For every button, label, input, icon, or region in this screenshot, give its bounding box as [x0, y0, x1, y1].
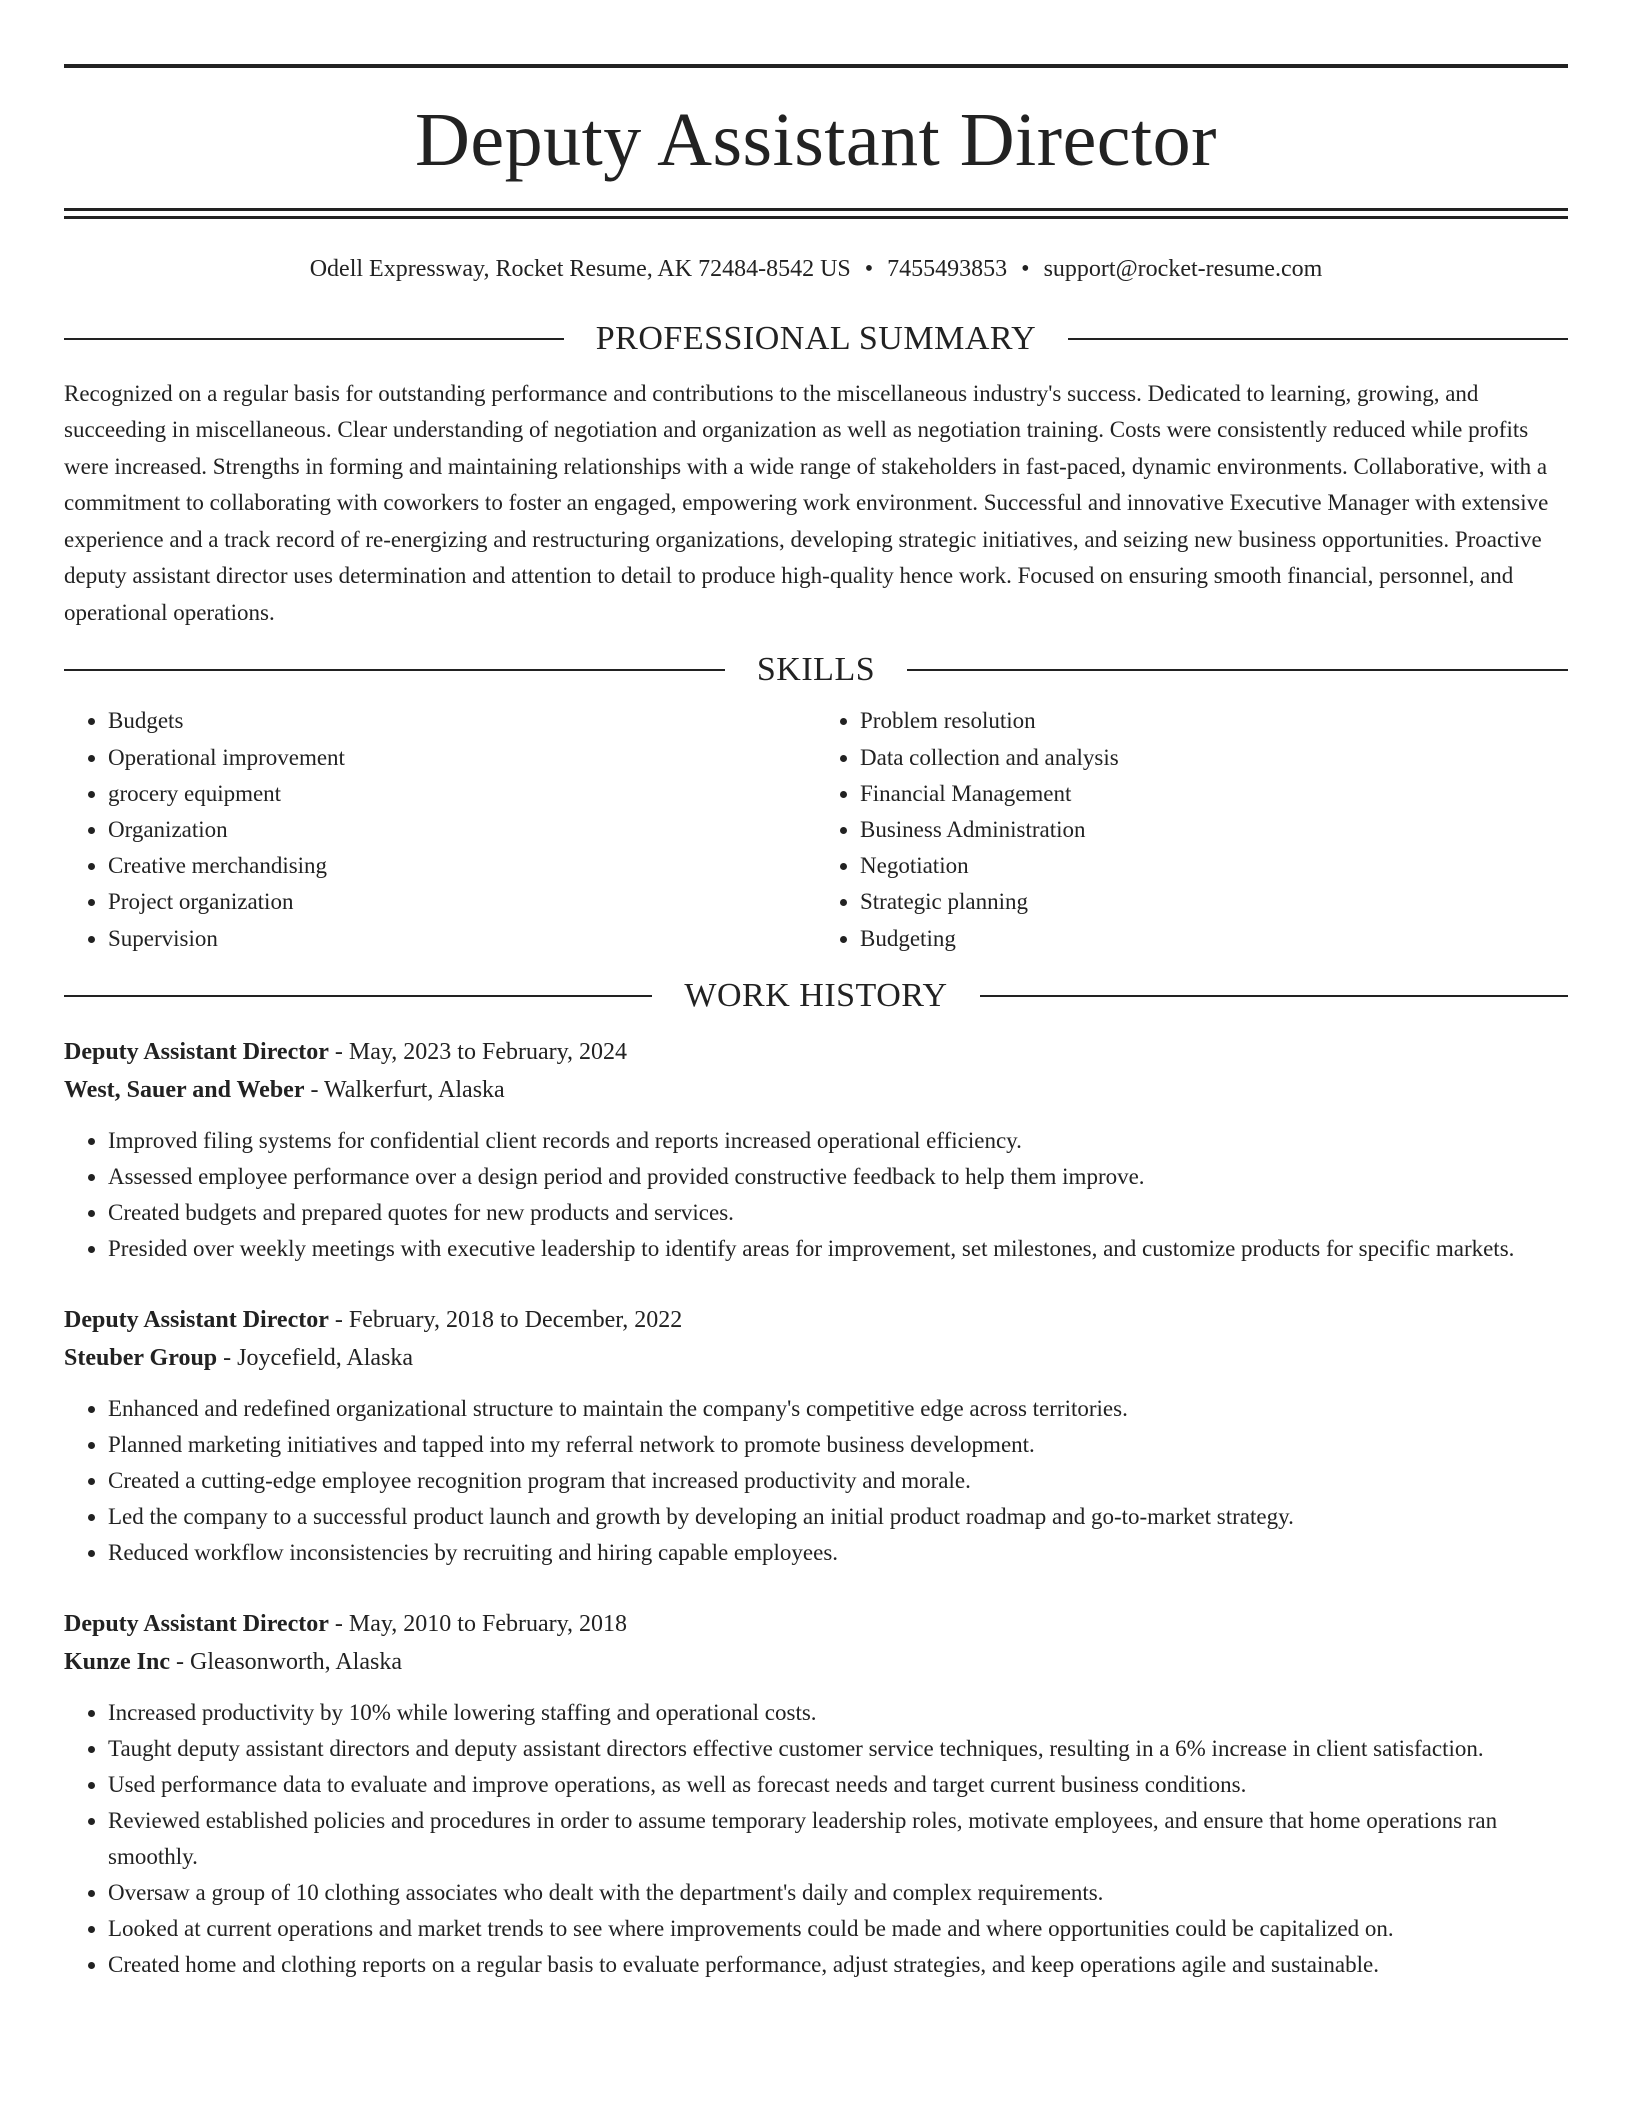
heading-rule [907, 669, 1568, 671]
heading-rule [64, 338, 564, 340]
skills-heading-row [64, 653, 1568, 687]
job-bullet: • Used performance data to evaluate and improve operations, as well as forecast needs and target current business conditions. [108, 1767, 1568, 1803]
summary-heading-row [64, 319, 1568, 357]
job-title: Deputy Assistant Director [64, 1610, 329, 1637]
job-bullets [64, 1391, 1568, 1571]
job-bullet: • Enhanced and redefined organizational structure to maintain the company's competitive edge across territories. [108, 1391, 1568, 1427]
job-bullet: • Planned marketing initiatives and tapped into my referral network to promote business development. [108, 1427, 1568, 1463]
skill-item: • Financial Management [860, 776, 1568, 812]
heading-rule [1068, 338, 1568, 340]
job-bullet: • Improved filing systems for confidential client records and reports increased operational efficiency. [108, 1123, 1568, 1159]
job-entry [64, 1605, 1568, 1983]
job-company: Steuber Group [64, 1344, 218, 1371]
skill-item: • Supervision [108, 921, 816, 957]
contact-email: support@rocket-resume.com [1043, 256, 1323, 282]
skill-item: • Data collection and analysis [860, 740, 1568, 776]
contact-phone: 7455493853 [887, 256, 1008, 282]
job-bullets [64, 1695, 1568, 1983]
skill-item: • Negotiation [860, 848, 1568, 884]
work-heading: WORK HISTORY [684, 976, 948, 1014]
skill-item: • Problem resolution [860, 703, 1568, 739]
job-company: Kunze Inc [64, 1648, 171, 1675]
job-bullet: • Presided over weekly meetings with executive leadership to identify areas for improvement, set milestones, and customize products for specific markets. [108, 1231, 1568, 1267]
job-bullet: • Led the company to a successful product launch and growth by developing an initial product roadmap and go-to-market strategy. [108, 1499, 1568, 1535]
resume-name: Deputy Assistant Director [415, 98, 1217, 182]
job-bullets [64, 1123, 1568, 1267]
skills-list [64, 703, 1568, 956]
job-location: - Walkerfurt, Alaska [310, 1076, 505, 1103]
job-company-line [64, 1339, 1568, 1377]
job-company-line [64, 1643, 1568, 1681]
job-bullet: • Taught deputy assistant directors and deputy assistant directors effective customer service techniques, resulting in a 6% increase in client satisfaction. [108, 1731, 1568, 1767]
skill-item: • Strategic planning [860, 884, 1568, 920]
job-title: Deputy Assistant Director [64, 1306, 329, 1333]
job-dates: - May, 2010 to February, 2018 [334, 1610, 628, 1637]
skill-item: • Operational improvement [108, 740, 816, 776]
skill-item: • Organization [108, 812, 816, 848]
job-location: - Joycefield, Alaska [223, 1344, 414, 1371]
job-title: Deputy Assistant Director [64, 1038, 329, 1065]
job-bullet: • Created a cutting-edge employee recognition program that increased productivity and morale. [108, 1463, 1568, 1499]
work-heading-row [64, 976, 1568, 1014]
job-bullet: • Oversaw a group of 10 clothing associates who dealt with the department's daily and complex requirements. [108, 1875, 1568, 1911]
skills-heading: SKILLS [756, 651, 876, 689]
job-bullet: • Increased productivity by 10% while lowering staffing and operational costs. [108, 1695, 1568, 1731]
job-company-line [64, 1071, 1568, 1109]
job-company: West, Sauer and Weber [64, 1076, 305, 1103]
job-bullet: • Looked at current operations and market trends to see where improvements could be made and where opportunities could be capitalized on. [108, 1911, 1568, 1947]
job-location: - Gleasonworth, Alaska [176, 1648, 402, 1675]
skill-item: • Business Administration [860, 812, 1568, 848]
job-bullet: • Assessed employee performance over a design period and provided constructive feedback to help them improve. [108, 1159, 1568, 1195]
job-bullet: • Created home and clothing reports on a regular basis to evaluate performance, adjust strategies, and keep operations agile and sustainable. [108, 1947, 1568, 1983]
job-bullet: • Reduced workflow inconsistencies by recruiting and hiring capable employees. [108, 1535, 1568, 1571]
heading-rule [980, 995, 1568, 997]
summary-heading: PROFESSIONAL SUMMARY [595, 319, 1037, 357]
job-bullet: • Reviewed established policies and procedures in order to assume temporary leadership roles, motivate employees, and ensure that home operations ran smoothly. [108, 1803, 1568, 1875]
skill-item: • Project organization [108, 884, 816, 920]
contact-separator: • [1021, 256, 1030, 282]
skill-item: • Budgeting [860, 921, 1568, 957]
double-rule [64, 208, 1568, 219]
summary-text: Recognized on a regular basis for outstanding performance and contributions to the miscellaneous industry's success. Dedicated to learning, growing, and succeeding in miscellaneous. Clear understanding of negotiation and organization as well as negotiation training. Costs were consistently reduced while profits were increased. Strengths in forming and maintaining relationships with a wide range of stakeholders in fast-paced, dynamic environments. Collaborative, with a commitment to collaborating with coworkers to foster an engaged, empowering work environment. Successful and innovative Executive Manager with extensive experience and a track record of re-energizing and restructuring organizations, developing strategic initiatives, and seizing new business opportunities. Proactive deputy assistant director uses determination and attention to detail to produce high-quality hence work. Focused on ensuring smooth financial, personnel, and operational operations. [64, 380, 1549, 625]
heading-rule [64, 995, 652, 997]
contact-line [64, 255, 1568, 284]
job-bullet: • Created budgets and prepared quotes for new products and services. [108, 1195, 1568, 1231]
job-title-line [64, 1605, 1568, 1643]
skill-item: • Budgets [108, 703, 816, 739]
skill-item: • Creative merchandising [108, 848, 816, 884]
job-dates: - February, 2018 to December, 2022 [334, 1306, 683, 1333]
skill-item: • grocery equipment [108, 776, 816, 812]
skills-right-column [816, 703, 1568, 956]
job-title-line [64, 1033, 1568, 1071]
job-dates: - May, 2023 to February, 2024 [334, 1038, 628, 1065]
skills-left-column [64, 703, 816, 956]
heading-rule [64, 669, 725, 671]
job-entry [64, 1033, 1568, 1267]
job-entry [64, 1301, 1568, 1571]
job-title-line [64, 1301, 1568, 1339]
contact-separator: • [864, 256, 874, 282]
contact-address: Odell Expressway, Rocket Resume, AK 72484-8542 US [309, 256, 851, 282]
